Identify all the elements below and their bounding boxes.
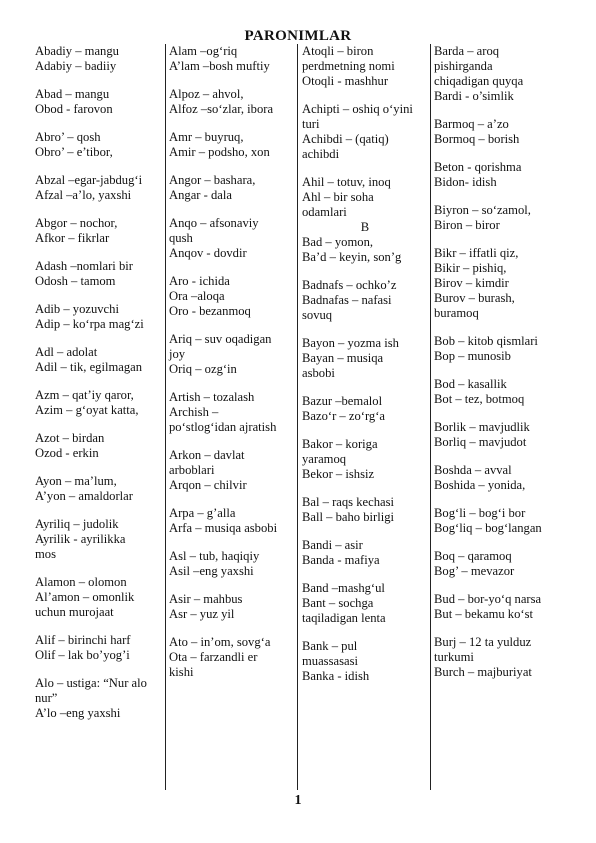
paronym-pair <box>169 506 295 536</box>
paronym-line: nur” <box>35 691 58 705</box>
paronym-pair <box>302 538 428 568</box>
paronym-line: Azm – qat’iy qaror, <box>35 388 134 402</box>
paronym-line: Ba’d – keyin, son’g <box>302 250 402 264</box>
paronym-line: Bod – kasallik <box>434 377 507 391</box>
paronym-line: Badnafs – ochko’z <box>302 278 397 292</box>
paronym-pair <box>434 463 562 493</box>
paronym-line: Bormoq – borish <box>434 132 520 146</box>
paronym-line: mos <box>35 547 56 561</box>
paronym-line: Bog‘liq – bog‘langan <box>434 521 542 535</box>
paronym-line: Ato – in’om, sovg‘a <box>169 635 271 649</box>
column-divider <box>165 44 166 790</box>
paronym-line: Alfoz –so‘zlar, ibora <box>169 102 274 116</box>
paronym-pair <box>35 431 163 461</box>
paronym-pair <box>434 44 562 104</box>
paronym-line: Borliq – mavjudot <box>434 435 527 449</box>
paronym-pair <box>169 332 295 377</box>
paronym-line: achibdi <box>302 147 340 161</box>
paronym-pair <box>35 676 163 721</box>
page-number: 1 <box>294 793 302 808</box>
paronym-line: muassasasi <box>302 654 358 668</box>
paronym-line: asbobi <box>302 366 335 380</box>
paronym-line: Bekor – ishsiz <box>302 467 375 481</box>
column-divider <box>430 44 431 790</box>
paronym-pair <box>169 592 295 622</box>
paronym-pair <box>35 575 163 620</box>
paronym-line: Bank – pul <box>302 639 358 653</box>
paronym-pair <box>302 437 428 482</box>
paronym-line: Abgor – nochor, <box>35 216 118 230</box>
paronym-line: po‘stlog‘idan ajratish <box>169 420 277 434</box>
paronym-line: Bazur –bemalol <box>302 394 383 408</box>
paronym-line: Azim – g‘oyat katta, <box>35 403 139 417</box>
paronym-line: Borlik – mavjudlik <box>434 420 530 434</box>
column-3 <box>302 44 428 697</box>
paronym-line: Boq – qaramoq <box>434 549 512 563</box>
paronym-line: Abadiy – mangu <box>35 44 119 58</box>
paronym-pair <box>35 302 163 332</box>
paronym-line: Biyron – so‘zamol, <box>434 203 531 217</box>
paronym-line: Bikr – iffatli qiz, <box>434 246 519 260</box>
paronym-line: taqiladigan lenta <box>302 611 386 625</box>
paronym-line: Ariq – suv oqadigan <box>169 332 272 346</box>
paronym-line: arboblari <box>169 463 215 477</box>
paronym-pair <box>434 635 562 680</box>
paronym-pair <box>434 117 562 147</box>
paronym-line: Bikir – pishiq, <box>434 261 507 275</box>
paronym-pair <box>35 259 163 289</box>
paronym-line: Abad – mangu <box>35 87 110 101</box>
paronym-line: joy <box>169 347 186 361</box>
paronym-pair <box>302 581 428 626</box>
paronym-line: But – bekamu ko‘st <box>434 607 533 621</box>
paronym-line: Adib – yozuvchi <box>35 302 119 316</box>
paronym-line: Ball – baho birligi <box>302 510 394 524</box>
paronym-pair <box>35 216 163 246</box>
paronym-line: Burch – majburiyat <box>434 665 532 679</box>
paronym-line: turkumi <box>434 650 474 664</box>
paronym-line: qush <box>169 231 193 245</box>
paronym-line: Bad – yomon, <box>302 235 374 249</box>
paronym-line: kishi <box>169 665 194 679</box>
paronym-pair <box>169 87 295 117</box>
paronym-line: Adil – tik, egilmagan <box>35 360 143 374</box>
paronym-pair <box>169 44 295 74</box>
paronym-pair <box>302 336 428 381</box>
paronym-line: Birov – kimdir <box>434 276 509 290</box>
paronym-line: sovuq <box>302 308 333 322</box>
paronym-line: Ozod - erkin <box>35 446 99 460</box>
paronym-pair <box>35 130 163 160</box>
paronym-pair <box>169 274 295 319</box>
paronym-line: Angor – bashara, <box>169 173 256 187</box>
paronym-pair <box>302 235 428 265</box>
paronym-line: yaramoq <box>302 452 347 466</box>
paronym-line: perdmetning nomi <box>302 59 395 73</box>
paronym-line: Angar - dala <box>169 188 232 202</box>
paronym-line: Afzal –a’lo, yaxshi <box>35 188 132 202</box>
paronym-pair <box>35 87 163 117</box>
paronym-line: Arpa – g’alla <box>169 506 236 520</box>
paronym-pair <box>169 448 295 493</box>
paronym-line: Bidon- idish <box>434 175 497 189</box>
paronym-line: Adip – ko‘rpa mag‘zi <box>35 317 144 331</box>
paronym-line: Asil –eng yaxshi <box>169 564 254 578</box>
paronym-pair <box>434 377 562 407</box>
paronym-pair <box>434 592 562 622</box>
paronym-pair <box>434 549 562 579</box>
paronym-line: Banda - mafiya <box>302 553 380 567</box>
paronym-line: Bud – bor-yo‘q narsa <box>434 592 542 606</box>
page-title: PARONIMLAR <box>244 28 352 44</box>
paronym-line: Burov – burash, <box>434 291 515 305</box>
paronym-pair <box>169 549 295 579</box>
paronym-line: Afkor – fikrlar <box>35 231 110 245</box>
paronym-line: Asr – yuz yil <box>169 607 235 621</box>
paronym-line: Azot – birdan <box>35 431 105 445</box>
paronym-line: A’lo –eng yaxshi <box>35 706 121 720</box>
paronym-line: Ayriliq – judolik <box>35 517 119 531</box>
paronym-line: Bog’ – mevazor <box>434 564 515 578</box>
paronym-line: Bandi – asir <box>302 538 363 552</box>
paronym-line: Asir – mahbus <box>169 592 243 606</box>
paronym-pair <box>35 388 163 418</box>
paronym-pair <box>35 474 163 504</box>
paronym-pair <box>302 102 428 162</box>
paronym-line: Ora –aloqa <box>169 289 225 303</box>
paronym-line: Odosh – tamom <box>35 274 116 288</box>
paronym-line: Amr – buyruq, <box>169 130 244 144</box>
paronym-pair <box>169 635 295 680</box>
paronym-line: Bant – sochga <box>302 596 374 610</box>
paronym-line: Bakor – koriga <box>302 437 378 451</box>
paronym-line: Bog‘li – bog‘i bor <box>434 506 526 520</box>
section-letter: B <box>360 220 370 234</box>
paronym-pair <box>169 173 295 203</box>
paronym-pair <box>434 246 562 321</box>
paronym-line: Bop – munosib <box>434 349 511 363</box>
paronym-line: Amir – podsho, xon <box>169 145 270 159</box>
paronym-line: Arqon – chilvir <box>169 478 247 492</box>
paronym-line: Atoqli – biron <box>302 44 374 58</box>
paronym-pair <box>35 173 163 203</box>
paronym-pair <box>302 175 428 220</box>
paronym-line: Artish – tozalash <box>169 390 255 404</box>
paronym-line: Beton - qorishma <box>434 160 522 174</box>
paronym-line: Biron – biror <box>434 218 500 232</box>
paronym-pair <box>35 517 163 562</box>
paronym-line: Al’amon – omonlik <box>35 590 135 604</box>
paronym-line: Asl – tub, haqiqiy <box>169 549 260 563</box>
paronym-line: Ahl – bir soha <box>302 190 374 204</box>
paronym-pair <box>35 345 163 375</box>
paronym-pair <box>302 44 428 89</box>
paronym-pair <box>35 633 163 663</box>
paronym-pair <box>169 130 295 160</box>
paronym-line: Adl – adolat <box>35 345 98 359</box>
paronym-line: odamlari <box>302 205 347 219</box>
paronym-line: Barda – aroq <box>434 44 500 58</box>
paronym-line: Alamon – olomon <box>35 575 127 589</box>
paronym-line: Anqov - dovdir <box>169 246 247 260</box>
paronym-pair <box>302 495 428 525</box>
column-1 <box>35 44 163 734</box>
paronym-line: Arfa – musiqa asbobi <box>169 521 278 535</box>
column-divider <box>297 44 298 790</box>
paronym-line: Bayon – yozma ish <box>302 336 399 350</box>
paronym-line: A’yon – amaldorlar <box>35 489 133 503</box>
paronym-line: Bayan – musiqa <box>302 351 384 365</box>
paronym-line: Adabiy – badiiy <box>35 59 117 73</box>
paronym-line: Anqo – afsonaviy <box>169 216 259 230</box>
paronym-line: Ahil – totuv, inoq <box>302 175 391 189</box>
paronym-line: Ayrilik - ayrilikka <box>35 532 126 546</box>
paronym-line: Burj – 12 ta yulduz <box>434 635 532 649</box>
paronym-line: Ayon – ma’lum, <box>35 474 117 488</box>
paronym-line: Barmoq – a’zo <box>434 117 509 131</box>
paronym-pair <box>434 203 562 233</box>
paronym-line: Bardi - o’simlik <box>434 89 514 103</box>
paronym-line: Archish – <box>169 405 219 419</box>
paronym-line: Boshda – avval <box>434 463 512 477</box>
paronym-pair <box>302 394 428 424</box>
paronym-line: Olif – lak bo’yog’i <box>35 648 130 662</box>
paronym-line: Oriq – ozg‘in <box>169 362 237 376</box>
paronym-line: buramoq <box>434 306 479 320</box>
paronym-line: Alif – birinchi harf <box>35 633 131 647</box>
paronym-line: Abzal –egar-jabdug‘i <box>35 173 143 187</box>
paronym-line: Bot – tez, botmoq <box>434 392 525 406</box>
paronym-line: Badnafas – nafasi <box>302 293 392 307</box>
paronym-line: Achipti – oshiq o‘yini <box>302 102 413 116</box>
paronym-line: Alam –og‘riq <box>169 44 238 58</box>
paronym-line: Obod - farovon <box>35 102 113 116</box>
paronym-pair <box>434 334 562 364</box>
paronym-line: Adash –nomlari bir <box>35 259 133 273</box>
paronym-line: chiqadigan quyqa <box>434 74 524 88</box>
paronym-line: Obro’ – e’tibor, <box>35 145 113 159</box>
paronym-line: Oro - bezanmoq <box>169 304 251 318</box>
paronym-pair <box>169 390 295 435</box>
paronym-line: turi <box>302 117 320 131</box>
paronym-line: Banka - idish <box>302 669 370 683</box>
paronym-pair <box>302 278 428 323</box>
paronym-line: Boshida – yonida, <box>434 478 526 492</box>
column-2 <box>169 44 295 693</box>
paronym-line: Alpoz – ahvol, <box>169 87 244 101</box>
paronym-line: Bob – kitob qismlari <box>434 334 538 348</box>
paronym-line: Band –mashg‘ul <box>302 581 385 595</box>
paronym-line: Bazo‘r – zo‘rg‘a <box>302 409 385 423</box>
paronym-line: Bal – raqs kechasi <box>302 495 394 509</box>
paronym-pair <box>302 639 428 684</box>
paronym-line: uchun murojaat <box>35 605 114 619</box>
paronym-line: A’lam –bosh muftiy <box>169 59 270 73</box>
paronym-pair <box>169 216 295 261</box>
paronym-line: Arkon – davlat <box>169 448 245 462</box>
paronym-pair <box>434 506 562 536</box>
paronym-pair <box>35 44 163 74</box>
paronym-line: pishirganda <box>434 59 493 73</box>
paronym-line: Otoqli - mashhur <box>302 74 389 88</box>
column-4 <box>434 44 562 693</box>
paronym-pair <box>434 160 562 190</box>
paronym-line: Ota – farzandli er <box>169 650 258 664</box>
paronym-pair <box>434 420 562 450</box>
paronym-line: Achibdi – (qatiq) <box>302 132 389 146</box>
paronym-line: Abro’ – qosh <box>35 130 101 144</box>
paronym-line: Alo – ustiga: “Nur alo <box>35 676 147 690</box>
paronym-line: Aro - ichida <box>169 274 230 288</box>
